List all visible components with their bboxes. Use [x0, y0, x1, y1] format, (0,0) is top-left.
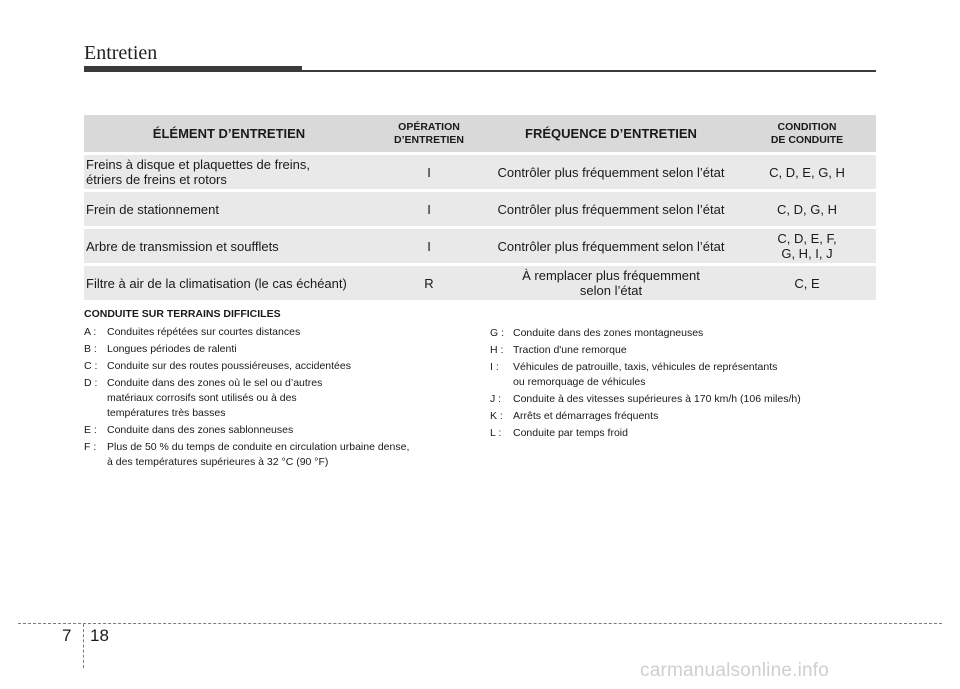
cell-condition: C, D, E, F, G, H, I, J	[738, 229, 876, 263]
footer-divider	[83, 624, 84, 668]
cell-operation: R	[374, 266, 484, 300]
page-number: 18	[90, 626, 109, 645]
condition-letter: G :	[490, 327, 505, 339]
conditions-list-left	[84, 325, 479, 472]
list-item	[84, 440, 479, 470]
condition-letter: D :	[84, 377, 98, 389]
cell-condition: C, E	[738, 266, 876, 300]
list-item	[490, 392, 876, 407]
list-item	[490, 360, 876, 390]
header-condition: CONDITION DE CONDUITE	[738, 115, 876, 152]
list-item	[490, 426, 876, 441]
table-row	[84, 229, 876, 263]
maintenance-table	[84, 112, 876, 303]
table-row	[84, 155, 876, 189]
conditions-list-right	[490, 326, 876, 443]
table-row	[84, 266, 876, 300]
condition-letter: F :	[84, 441, 97, 453]
cell-operation: I	[374, 229, 484, 263]
chapter-number: 7	[62, 626, 72, 645]
condition-text: Conduites répétées sur courtes distances	[107, 326, 301, 338]
condition-text: Conduite dans des zones sablonneuses	[107, 424, 294, 436]
condition-text: Arrêts et démarrages fréquents	[513, 410, 659, 422]
condition-letter: B :	[84, 343, 97, 355]
condition-letter: L :	[490, 427, 502, 439]
condition-text: Conduite par temps froid	[513, 427, 628, 439]
list-item	[84, 359, 479, 374]
header-operation: OPÉRATION D’ENTRETIEN	[374, 115, 484, 152]
condition-letter: H :	[490, 344, 504, 356]
conditions-title: CONDUITE SUR TERRAINS DIFFICILES	[84, 308, 281, 320]
list-item	[490, 343, 876, 358]
cell-operation: I	[374, 192, 484, 226]
condition-letter: C :	[84, 360, 98, 372]
cell-operation: I	[374, 155, 484, 189]
condition-text: Conduite sur des routes poussiéreuses, accidentées	[107, 360, 351, 372]
list-item	[84, 376, 479, 421]
footer-rule	[18, 623, 942, 624]
condition-text: Véhicules de patrouille, taxis, véhicules de représentants ou remorquage de véhicules	[513, 361, 778, 388]
list-item	[84, 423, 479, 438]
cell-condition: C, D, G, H	[738, 192, 876, 226]
condition-letter: I :	[490, 361, 499, 373]
condition-text: Plus de 50 % du temps de conduite en circulation urbaine dense, à des températures supérieures à 32 °C (90 °F)	[107, 441, 410, 468]
cell-item: Filtre à air de la climatisation (le cas échéant)	[84, 266, 374, 300]
list-item	[490, 326, 876, 341]
cell-item: Freins à disque et plaquettes de freins, étriers de freins et rotors	[84, 155, 374, 189]
cell-frequency: Contrôler plus fréquemment selon l’état	[484, 192, 738, 226]
condition-letter: A :	[84, 326, 97, 338]
header-frequency: FRÉQUENCE D’ENTRETIEN	[484, 115, 738, 152]
condition-letter: E :	[84, 424, 97, 436]
cell-item: Frein de stationnement	[84, 192, 374, 226]
list-item	[490, 409, 876, 424]
condition-text: Longues périodes de ralenti	[107, 343, 237, 355]
watermark: carmanualsonline.info	[640, 660, 830, 681]
condition-text: Conduite dans des zones montagneuses	[513, 327, 704, 339]
cell-frequency: Contrôler plus fréquemment selon l’état	[484, 155, 738, 189]
cell-frequency: À remplacer plus fréquemment selon l’état	[484, 266, 738, 300]
condition-letter: K :	[490, 410, 503, 422]
header-item: ÉLÉMENT D’ENTRETIEN	[84, 115, 374, 152]
condition-text: Conduite à des vitesses supérieures à 170 km/h (106 miles/h)	[513, 393, 801, 405]
list-item	[84, 342, 479, 357]
condition-text: Traction d'une remorque	[513, 344, 627, 356]
table-row	[84, 192, 876, 226]
page-title: Entretien	[84, 42, 158, 64]
list-item	[84, 325, 479, 340]
cell-frequency: Contrôler plus fréquemment selon l’état	[484, 229, 738, 263]
condition-letter: J :	[490, 393, 502, 405]
header-rule	[84, 70, 876, 72]
condition-text: Conduite dans des zones où le sel ou d’autres matériaux corrosifs sont utilisés ou à des températures très basses	[107, 377, 323, 419]
cell-item: Arbre de transmission et soufflets	[84, 229, 374, 263]
table-header-row	[84, 115, 876, 152]
cell-condition: C, D, E, G, H	[738, 155, 876, 189]
